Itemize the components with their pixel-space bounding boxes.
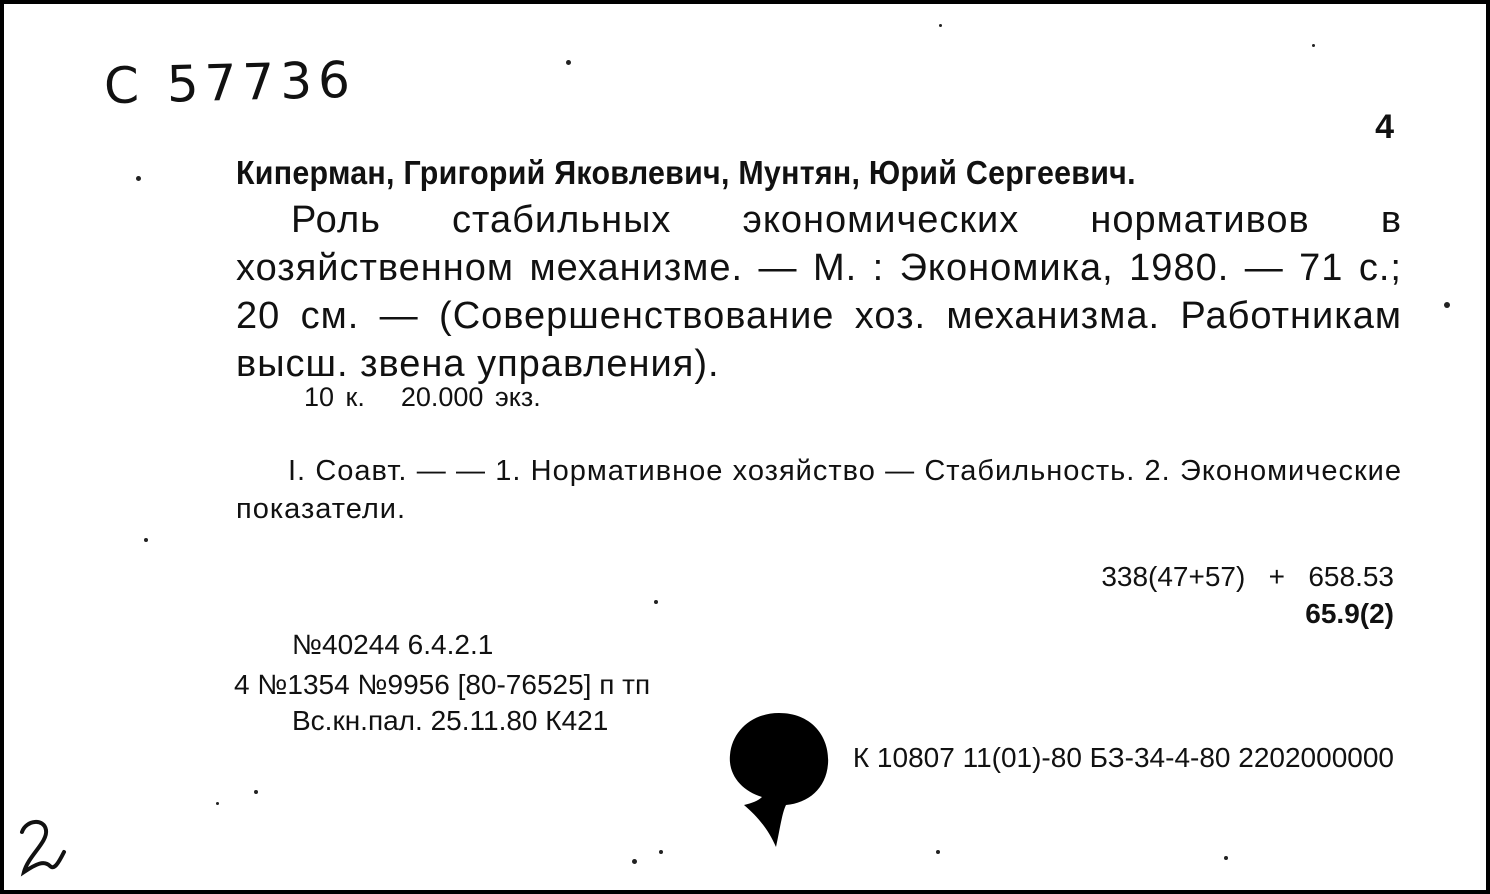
authors-heading: Киперман, Григорий Яковлевич, Мунтян, Юрий Сергеевич. (236, 154, 1136, 191)
speck (566, 60, 571, 65)
speck (136, 176, 141, 181)
handwritten-mark (14, 814, 74, 884)
corner-number: 4 (1375, 108, 1394, 146)
classification-line-2: 65.9(2) (1305, 598, 1394, 629)
speck (1444, 302, 1450, 308)
tracings: I. Соавт. — — 1. Нормативное хозяйство — Стабильность. 2. Экономические показатели. (236, 455, 1402, 525)
ink-blot (724, 709, 834, 854)
library-line-1: №40244 6.4.2.1 (292, 629, 494, 660)
classification-line-1: 338(47+57) + 658.53 (1101, 561, 1394, 592)
speck (654, 600, 658, 604)
call-number: С 57736 (103, 50, 357, 116)
library-line-3: Вс.кн.пал. 25.11.80 К421 (292, 705, 609, 736)
speck (1224, 856, 1228, 860)
speck (939, 24, 942, 27)
speck (659, 850, 663, 854)
speck (936, 850, 940, 854)
speck (1312, 44, 1315, 47)
library-line-2: 4 №1354 №9956 [80-76525] п тп (234, 669, 651, 700)
copies: 20.000 экз. (400, 382, 541, 412)
price: 10 к. (304, 382, 365, 412)
speck (632, 859, 637, 864)
speck (216, 802, 219, 805)
price-line (304, 382, 541, 413)
library-line-4: К 10807 11(01)-80 БЗ-34-4-80 2202000000 (852, 742, 1394, 773)
speck (254, 790, 258, 794)
title-description: Роль стабильных экономических нормативов в хозяйственном механизме. — М. : Экономика, 1980. — 71 с.; 20 см. — (Совершенствование хоз. механизма. Работникам высш. звена управления). (236, 199, 1402, 385)
speck (144, 538, 148, 542)
